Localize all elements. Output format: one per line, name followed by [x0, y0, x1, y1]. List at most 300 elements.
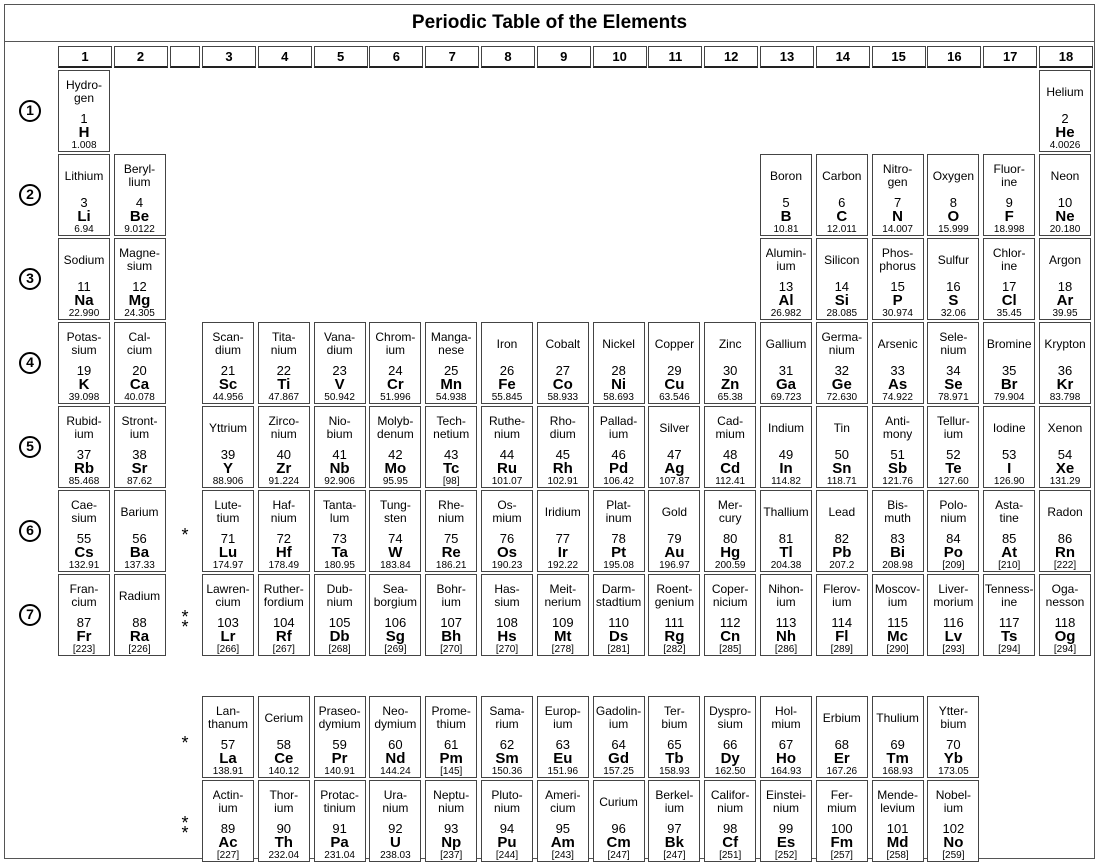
atomic-number: 65 — [667, 736, 682, 752]
atomic-number: 7 — [893, 194, 902, 210]
element-symbol: Tl — [779, 543, 793, 561]
element-symbol: Fr — [76, 627, 92, 645]
element-symbol: Og — [1054, 627, 1076, 645]
atomic-number: 96 — [611, 820, 626, 836]
element-name: Stront- ium — [121, 413, 158, 442]
atomic-mass: 140.12 — [268, 766, 300, 777]
element-name: Neon — [1050, 168, 1080, 183]
atomic-mass: 12.011 — [826, 224, 857, 235]
atomic-mass: [290] — [886, 644, 909, 655]
atomic-number: 70 — [946, 736, 961, 752]
element-cell-ca — [114, 322, 166, 404]
element-name: Polo- nium — [939, 497, 968, 526]
element-name: Cad- mium — [715, 413, 745, 442]
element-name: Iron — [496, 336, 518, 351]
atomic-mass: 173.05 — [938, 766, 969, 777]
atomic-number: 94 — [499, 820, 515, 836]
element-name: Tung- sten — [379, 497, 411, 526]
atomic-number: 18 — [1057, 278, 1073, 294]
atomic-mass: 186.21 — [435, 560, 467, 571]
element-name: Oxygen — [932, 168, 975, 183]
element-symbol: U — [389, 833, 401, 851]
element-cell-hg — [704, 490, 756, 572]
element-name: Dyspro- sium — [709, 703, 752, 732]
element-cell-li — [58, 154, 110, 236]
element-symbol: Eu — [553, 749, 573, 767]
element-cell-ta — [314, 490, 366, 572]
atomic-mass: [244] — [495, 850, 519, 861]
element-cell-tc — [425, 406, 477, 488]
element-name: Actin- ium — [212, 787, 244, 816]
element-symbol: Br — [1000, 375, 1018, 393]
element-name: Dub- nium — [326, 581, 353, 610]
element-name: Gold — [661, 504, 688, 519]
element-symbol: Rn — [1055, 543, 1075, 561]
element-cell-te — [927, 406, 979, 488]
element-cell-mg — [114, 238, 166, 320]
period-marker-6: 6 — [19, 520, 41, 542]
element-cell-v — [314, 322, 366, 404]
atomic-number: 11 — [77, 278, 91, 294]
atomic-mass: 58.693 — [603, 392, 634, 403]
element-name: Lawren- cium — [206, 581, 250, 610]
element-name: Sulfur — [937, 252, 970, 267]
element-cell-pd — [593, 406, 645, 488]
element-name: Iridium — [544, 504, 581, 519]
atomic-mass: 74.922 — [882, 392, 913, 403]
element-name: Ytter- bium — [938, 703, 969, 732]
element-symbol: Kr — [1056, 375, 1074, 393]
atomic-number: 116 — [943, 614, 964, 630]
period-marker-4: 4 — [19, 352, 41, 374]
element-name: Califor- nium — [710, 787, 750, 816]
element-cell-cs — [58, 490, 110, 572]
atomic-mass: [145] — [440, 766, 463, 777]
element-symbol: H — [78, 123, 90, 141]
atomic-number: 8 — [949, 194, 957, 210]
element-symbol: Th — [274, 833, 293, 851]
element-symbol: Fm — [830, 833, 854, 851]
atomic-mass: 20.180 — [1049, 224, 1081, 235]
element-name: Darm- stadtium — [595, 581, 642, 610]
element-symbol: Sc — [218, 375, 238, 393]
group-header-17: 17 — [983, 46, 1037, 68]
atomic-mass: 131.29 — [1049, 476, 1081, 487]
element-name: Scan- dium — [212, 329, 244, 358]
element-name: Nickel — [602, 336, 635, 351]
atomic-mass: 6.94 — [74, 224, 94, 235]
group-header-2: 2 — [114, 46, 168, 68]
atomic-mass: 238.03 — [380, 850, 411, 861]
atomic-number: 69 — [890, 736, 905, 752]
atomic-number: 15 — [890, 278, 905, 294]
element-cell-f — [983, 154, 1035, 236]
element-symbol: He — [1055, 123, 1075, 141]
element-cell-pb — [816, 490, 868, 572]
atomic-number: 88 — [132, 614, 147, 630]
element-name: Argon — [1048, 252, 1082, 267]
element-name: Iodine — [992, 420, 1026, 435]
element-symbol: Mt — [554, 627, 572, 645]
atomic-mass: [286] — [774, 644, 798, 655]
element-name: Meit- nerium — [544, 581, 582, 610]
atomic-mass: 72.630 — [826, 392, 858, 403]
atomic-mass: [281] — [607, 644, 630, 655]
atomic-number: 61 — [443, 736, 459, 752]
atomic-mass: [247] — [607, 850, 630, 861]
element-symbol: In — [779, 459, 793, 477]
element-name: Lead — [828, 504, 856, 519]
element-symbol: Fl — [835, 627, 849, 645]
atomic-mass: 24.305 — [124, 308, 155, 319]
element-symbol: Ru — [497, 459, 517, 477]
element-name: Nobel- ium — [935, 787, 972, 816]
element-cell-ar — [1039, 238, 1091, 320]
atomic-number: 50 — [834, 446, 850, 462]
element-name: Berkel- ium — [655, 787, 694, 816]
atomic-mass: [252] — [774, 850, 798, 861]
element-symbol: Bk — [664, 833, 684, 851]
atomic-number: 40 — [276, 446, 292, 462]
atomic-number: 24 — [388, 362, 403, 378]
atomic-number: 109 — [551, 614, 574, 630]
element-cell-am — [537, 780, 589, 862]
element-symbol: Es — [776, 833, 796, 851]
element-cell-w — [369, 490, 421, 572]
atomic-number: 52 — [946, 446, 961, 462]
element-name: Lan- thanum — [207, 703, 249, 732]
atomic-mass: [266] — [216, 644, 240, 655]
element-cell-mo — [369, 406, 421, 488]
atomic-mass: 178.49 — [268, 560, 300, 571]
actinide-marker-main: * * — [181, 607, 189, 637]
element-cell-bi — [872, 490, 924, 572]
element-symbol: Db — [329, 627, 350, 645]
atomic-number: 110 — [608, 614, 629, 630]
element-symbol: Xe — [1055, 459, 1075, 477]
element-name: Os- mium — [492, 497, 522, 526]
group-header-9: 9 — [537, 46, 591, 68]
element-symbol: No — [943, 833, 964, 851]
atomic-number: 79 — [667, 530, 682, 546]
element-symbol: Tm — [886, 749, 909, 767]
element-name: Gallium — [765, 336, 807, 351]
element-cell-og — [1039, 574, 1091, 656]
element-cell-cl — [983, 238, 1035, 320]
element-symbol: Ra — [129, 627, 150, 645]
atomic-number: 1 — [80, 110, 88, 126]
atomic-number: 98 — [722, 820, 738, 836]
atomic-mass: 126.90 — [993, 476, 1025, 487]
element-cell-u — [369, 780, 421, 862]
element-cell-as — [872, 322, 924, 404]
element-cell-db — [314, 574, 366, 656]
atomic-number: 25 — [443, 362, 459, 378]
atomic-number: 49 — [778, 446, 794, 462]
element-symbol: Gd — [608, 749, 630, 767]
atomic-mass: 44.956 — [212, 392, 244, 403]
element-symbol: Sb — [888, 459, 908, 477]
element-symbol: Np — [441, 833, 462, 851]
element-name: Arsenic — [877, 336, 918, 351]
atomic-mass: 118.71 — [826, 476, 857, 487]
element-name: Copper — [654, 336, 695, 351]
atomic-mass: 106.42 — [603, 476, 634, 487]
element-name: Lithium — [64, 168, 104, 183]
element-symbol: Ca — [129, 375, 150, 393]
element-name: Cobalt — [545, 336, 581, 351]
element-cell-la — [202, 696, 254, 778]
element-name: Bromine — [986, 336, 1032, 351]
element-symbol: Nd — [385, 749, 406, 767]
element-cell-sc — [202, 322, 254, 404]
element-name: Rubid- ium — [66, 413, 102, 442]
element-symbol: Mg — [128, 291, 151, 309]
element-name: Helium — [1046, 84, 1084, 99]
atomic-mass: 192.22 — [547, 560, 579, 571]
element-name: Nihon- ium — [768, 581, 804, 610]
element-cell-rn — [1039, 490, 1091, 572]
group-header-14: 14 — [816, 46, 870, 68]
element-cell-mc — [872, 574, 924, 656]
element-cell-hs — [481, 574, 533, 656]
atomic-number: 54 — [1057, 446, 1073, 462]
atomic-number: 117 — [998, 614, 1020, 630]
atomic-number: 4 — [135, 194, 144, 210]
element-name: Has- sium — [494, 581, 520, 610]
atomic-mass: 107.87 — [659, 476, 690, 487]
actinide-marker-row: * * — [181, 813, 189, 843]
atomic-number: 30 — [722, 362, 738, 378]
atomic-number: 55 — [76, 530, 92, 546]
element-cell-co — [537, 322, 589, 404]
atomic-number: 66 — [722, 736, 738, 752]
element-name: Ura- nium — [382, 787, 409, 816]
element-cell-in — [760, 406, 812, 488]
element-symbol: Ba — [129, 543, 150, 561]
atomic-mass: [267] — [272, 644, 295, 655]
atomic-number: 43 — [443, 446, 459, 462]
atomic-mass: 28.085 — [826, 308, 858, 319]
element-symbol: Cf — [722, 833, 739, 851]
element-symbol: Pu — [497, 833, 517, 851]
element-symbol: Tb — [665, 749, 684, 767]
atomic-number: 91 — [332, 820, 347, 836]
element-cell-nh — [760, 574, 812, 656]
atomic-mass: 65.38 — [717, 392, 743, 403]
element-name: Indium — [767, 420, 805, 435]
element-name: Erbium — [822, 710, 861, 725]
element-cell-pu — [481, 780, 533, 862]
group-header-5: 5 — [314, 46, 368, 68]
element-cell-o — [927, 154, 979, 236]
element-cell-ti — [258, 322, 310, 404]
atomic-mass: 50.942 — [324, 392, 355, 403]
element-name: Bohr- ium — [436, 581, 466, 610]
atomic-number: 17 — [1001, 278, 1017, 294]
atomic-number: 83 — [890, 530, 905, 546]
element-cell-ra — [114, 574, 166, 656]
atomic-mass: 157.25 — [603, 766, 634, 777]
atomic-mass: [289] — [830, 644, 853, 655]
element-name: Tellur- ium — [937, 413, 970, 442]
atomic-mass: 162.50 — [714, 766, 746, 777]
atomic-number: 87 — [76, 614, 92, 630]
element-cell-zn — [704, 322, 756, 404]
atomic-number: 59 — [332, 736, 347, 752]
element-cell-he — [1039, 70, 1091, 152]
atomic-mass: [270] — [495, 644, 519, 655]
element-cell-ga — [760, 322, 812, 404]
lanthanide-marker-main: * — [181, 525, 189, 545]
atomic-mass: [223] — [72, 644, 96, 655]
atomic-number: 95 — [555, 820, 571, 836]
element-name: Vana- dium — [324, 329, 356, 358]
atomic-number: 111 — [664, 614, 685, 630]
element-name: Tanta- lum — [322, 497, 357, 526]
atomic-number: 20 — [132, 362, 147, 378]
element-symbol: Sn — [832, 459, 852, 477]
element-name: Neptu- nium — [433, 787, 470, 816]
element-cell-fm — [816, 780, 868, 862]
element-cell-eu — [537, 696, 589, 778]
element-symbol: Mn — [440, 375, 463, 393]
element-name: Zinc — [718, 336, 742, 351]
element-cell-gd — [593, 696, 645, 778]
element-cell-be — [114, 154, 166, 236]
group-header-12: 12 — [704, 46, 758, 68]
element-symbol: Ga — [775, 375, 796, 393]
atomic-number: 64 — [611, 736, 626, 752]
atomic-number: 36 — [1057, 362, 1073, 378]
atomic-number: 75 — [443, 530, 459, 546]
group-header-spacer — [170, 46, 200, 68]
element-symbol: As — [888, 375, 908, 393]
element-name: Ruthe- nium — [488, 413, 526, 442]
atomic-mass: 183.84 — [380, 560, 411, 571]
atomic-mass: 87.62 — [126, 476, 153, 487]
element-name: Ter- bium — [661, 703, 688, 732]
element-name: Chlor- ine — [992, 245, 1026, 274]
element-cell-th — [258, 780, 310, 862]
atomic-number: 71 — [220, 530, 236, 546]
atomic-mass: [294] — [1053, 644, 1077, 655]
element-cell-sg — [369, 574, 421, 656]
atomic-number: 10 — [1057, 194, 1073, 210]
element-symbol: At — [1001, 543, 1018, 561]
element-name: Molyb- denum — [377, 413, 414, 442]
atomic-number: 13 — [778, 278, 794, 294]
element-name: Einstei- nium — [765, 787, 806, 816]
element-name: Bis- muth — [884, 497, 911, 526]
element-name: Nitro- gen — [882, 161, 913, 190]
element-cell-xe — [1039, 406, 1091, 488]
group-header-13: 13 — [760, 46, 814, 68]
element-symbol: La — [219, 749, 237, 767]
atomic-mass: [209] — [942, 560, 965, 571]
atomic-number: 76 — [499, 530, 515, 546]
element-symbol: Md — [886, 833, 909, 851]
period-marker-3: 3 — [19, 268, 41, 290]
atomic-mass: [243] — [551, 850, 574, 861]
group-header-6: 6 — [369, 46, 423, 68]
element-name: Cal- cium — [126, 329, 153, 358]
atomic-number: 22 — [276, 362, 292, 378]
atomic-number: 56 — [132, 530, 147, 546]
element-name: Praseo- dymium — [318, 703, 361, 732]
atomic-mass: 35.45 — [996, 308, 1022, 319]
atomic-number: 32 — [834, 362, 850, 378]
atomic-mass: 101.07 — [491, 476, 523, 487]
element-symbol: Rf — [275, 627, 292, 645]
atomic-number: 114 — [831, 614, 853, 630]
atomic-number: 60 — [388, 736, 403, 752]
atomic-number: 104 — [272, 614, 295, 630]
element-symbol: Am — [550, 833, 575, 851]
element-symbol: Er — [833, 749, 850, 767]
element-name: Mer- cury — [717, 497, 743, 526]
element-name: Roent- genium — [654, 581, 695, 610]
atomic-number: 105 — [328, 614, 351, 630]
element-name: Oga- nesson — [1045, 581, 1085, 610]
atomic-mass: 14.007 — [882, 224, 913, 235]
element-cell-fe — [481, 322, 533, 404]
element-name: Carbon — [822, 168, 862, 183]
element-name: Neo- dymium — [374, 703, 417, 732]
atomic-number: 102 — [942, 820, 965, 836]
element-cell-re — [425, 490, 477, 572]
element-name: Fran- cium — [69, 581, 99, 610]
page-title: Periodic Table of the Elements — [4, 4, 1095, 42]
atomic-mass: 30.974 — [882, 308, 913, 319]
element-name: Krypton — [1044, 336, 1086, 351]
element-name: Beryl- lium — [123, 161, 156, 190]
atomic-number: 112 — [719, 614, 741, 630]
atomic-mass: [258] — [886, 850, 909, 861]
atomic-number: 67 — [778, 736, 794, 752]
element-symbol: Dy — [720, 749, 740, 767]
element-symbol: Se — [944, 375, 963, 393]
atomic-number: 35 — [1001, 362, 1017, 378]
atomic-number: 97 — [667, 820, 682, 836]
element-name: Cae- sium — [70, 497, 97, 526]
element-name: Flerov- ium — [823, 581, 861, 610]
element-cell-sm — [481, 696, 533, 778]
element-cell-ne — [1039, 154, 1091, 236]
element-name: Pallad- ium — [599, 413, 638, 442]
element-cell-y — [202, 406, 254, 488]
element-name: Asta- tine — [995, 497, 1024, 526]
atomic-mass: 83.798 — [1049, 392, 1081, 403]
element-name: Yttrium — [208, 420, 247, 435]
atomic-number: 9 — [1005, 194, 1013, 210]
element-symbol: Sr — [131, 459, 148, 477]
atomic-mass: 158.93 — [659, 766, 690, 777]
element-name: Thor- ium — [269, 787, 299, 816]
element-name: Germa- nium — [821, 329, 863, 358]
atomic-number: 42 — [388, 446, 403, 462]
element-symbol: P — [892, 291, 903, 309]
atomic-number: 3 — [80, 194, 88, 210]
atomic-mass: 39.95 — [1052, 308, 1078, 319]
element-name: Rho- dium — [549, 413, 576, 442]
atomic-mass: [247] — [663, 850, 686, 861]
element-name: Manga- nese — [430, 329, 472, 358]
element-cell-sn — [816, 406, 868, 488]
group-header-1: 1 — [58, 46, 112, 68]
element-symbol: S — [948, 291, 959, 309]
atomic-number: 39 — [220, 446, 236, 462]
